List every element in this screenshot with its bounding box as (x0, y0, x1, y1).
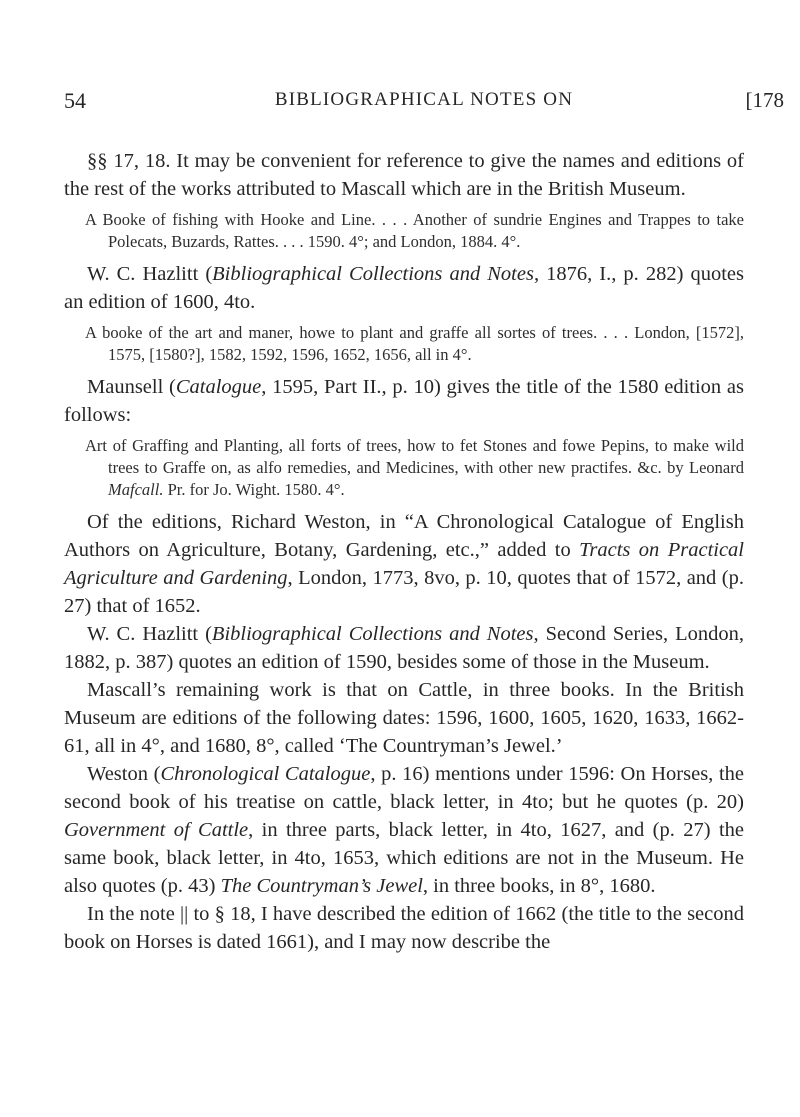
page-body (64, 147, 744, 956)
quoted-title-1580 (64, 435, 744, 501)
text-run: , in three books, in 8°, 1680. (422, 875, 656, 897)
quoted-title-fishing: A Booke of fishing with Hooke and Line. . . . Another of sundrie Engines and Trappes to take Polecats, Buzards, Rattes. . . . 1590. 4°; and London, 1884. 4°. (85, 210, 744, 251)
text-run: Weston ( (87, 763, 161, 785)
italic-name: Mafcall. (108, 480, 164, 499)
paragraph-cattle: Mascall’s remaining work is that on Cattle, in three books. In the British Museum are editions of the following dates: 1596, 1600, 1605, 1620, 1633, 1662-61, all in 4°, and 1680, 8°, called ‘The Countryman’s Jewel.’ (64, 679, 744, 757)
italic-title: Bibliographical Collections and Notes (211, 623, 534, 645)
paragraph-weston-horses (64, 760, 744, 900)
running-title: BIBLIOGRAPHICAL NOTES ON (274, 89, 574, 110)
paragraph-intro: §§ 17, 18. It may be convenient for reference to give the names and editions of the rest of the works attributed to Mascall which are in the British Museum. (64, 150, 744, 200)
italic-title: Tracts on Practical Agriculture and Gardening (64, 539, 744, 589)
text-run: , 1876, I., p. 282) quotes an edition of 1600, 4to. (64, 263, 744, 313)
text-run: , Second Series, London, 1882, p. 387) quotes an edition of 1590, besides some of those in the Museum. (64, 623, 744, 673)
paragraph-note-1662: In the note || to § 18, I have described the edition of 1662 (the title to the second book on Horses is dated 1661), and I may now describe the (64, 903, 744, 953)
paragraph-hazlitt-1882 (64, 620, 744, 676)
paragraph-maunsell (64, 373, 744, 429)
text-run: , 1595, Part II., p. 10) gives the title of the 1580 edition as follows: (64, 376, 744, 426)
page-number: 54 (64, 88, 86, 113)
paragraph-weston-editions (64, 508, 744, 620)
italic-title: Bibliographical Collections and Notes (212, 263, 534, 285)
text-run: Pr. for Jo. Wight. 1580. 4°. (163, 480, 345, 499)
text-run: , in three parts, black letter, in 4to, 1627, and (p. 27) the same book, black letter, in 4to, 1653, which editions are not in the Museum. He also quotes (p. 43) (64, 819, 744, 897)
text-run: W. C. Hazlitt ( (87, 263, 213, 285)
section-reference: [178 (745, 88, 784, 112)
italic-title: Government of Cattle (64, 819, 249, 841)
italic-title: Catalogue (175, 376, 262, 398)
text-run: Art of Graffing and Planting, all forts of trees, how to fet Stones and fowe Pepins, to make wild trees to Graffe on, as alfo remedies, and Medicines, with other new practifes. &c. by Leonard (85, 436, 744, 477)
italic-title: Chronological Catalogue (160, 763, 371, 785)
text-run: Of the editions, Richard Weston, in “A Chronological Catalogue of English Authors on Agriculture, Botany, Gardening, etc.,” added to (64, 511, 744, 561)
italic-title: The Countryman’s Jewel (220, 875, 423, 897)
running-head (64, 88, 784, 118)
text-run: W. C. Hazlitt ( (87, 623, 212, 645)
text-run: , p. 16) mentions under 1596: On Horses, the second book of his treatise on cattle, black letter, in 4to; but he quotes (p. 20) (64, 763, 744, 813)
quoted-title-graffing: A booke of the art and maner, howe to plant and graffe all sortes of trees. . . . London, [1572], 1575, [1580?], 1582, 1592, 1596, 1652, 1656, all in 4°. (85, 323, 744, 364)
paragraph-hazlitt-1876 (64, 260, 744, 316)
text-run: , London, 1773, 8vo, p. 10, quotes that of 1572, and (p. 27) that of 1652. (64, 567, 744, 617)
text-run: Maunsell ( (87, 376, 176, 398)
